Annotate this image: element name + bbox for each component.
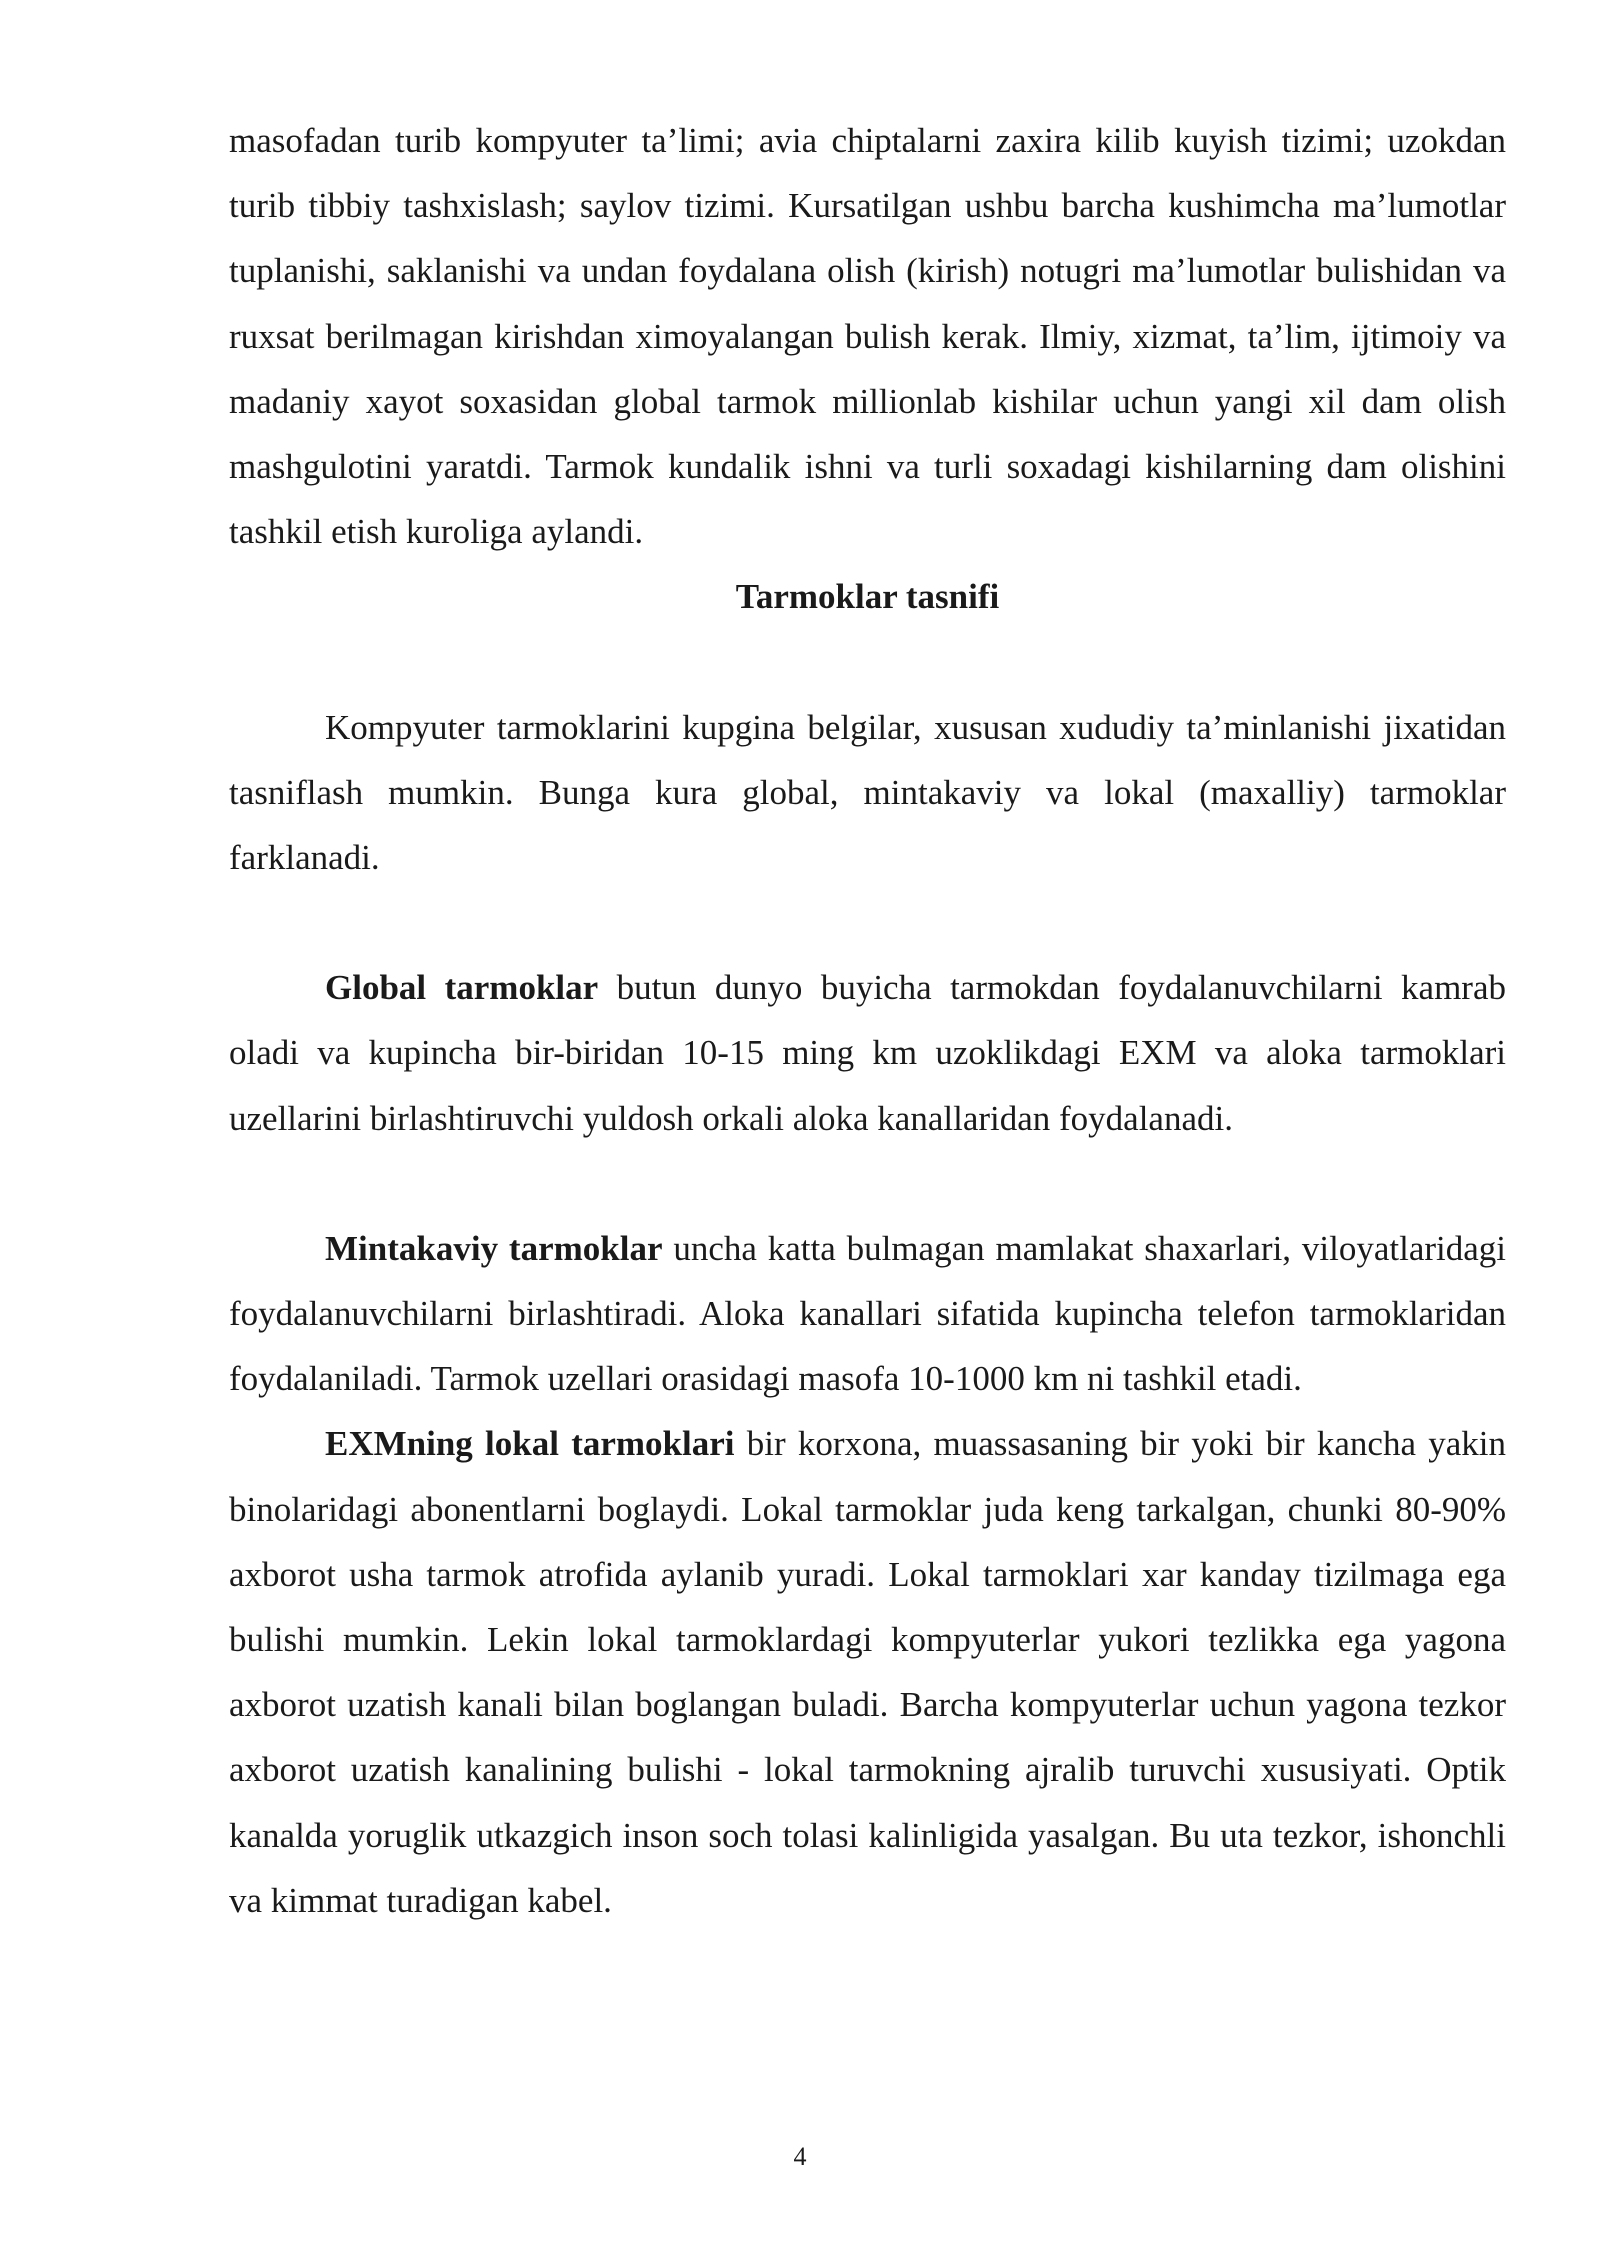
global-networks-term: Global tarmoklar <box>325 968 599 1008</box>
global-networks-text: butun dunyo buyicha tarmokdan foydalanuvchilarni kamrab oladi va kupincha bir-biridan 10-15 ming km uzoklikdagi EXM va aloka tarmoklari uzellarini birlashtiruvchi yuldosh orkali aloka kanallaridan foydalanadi. <box>229 968 1506 1138</box>
regional-networks-paragraph <box>229 1216 1506 1412</box>
classification-paragraph: Kompyuter tarmoklarini kupgina belgilar, xususan xududiy ta’minlanishi jixatidan tasniflash mumkin. Bunga kura global, mintakaviy va lokal (maxalliy) tarmoklar farklanadi. <box>229 707 1506 878</box>
local-networks-term: EXMning lokal tarmoklari <box>325 1424 735 1464</box>
regional-networks-text: uncha katta bulmagan mamlakat shaxarlari, viloyatlaridagi foydalanuvchilarni birlashtiradi. Aloka kanallari sifatida kupincha telefon tarmoklaridan foydalaniladi. Tarmok uzellari orasidagi masofa 10-1000 km ni tashkil etadi. <box>229 1228 1506 1399</box>
local-networks-text: bir korxona, muassasaning bir yoki bir kancha yakin binolaridagi abonentlarni boglaydi. Lokal tarmoklar juda keng tarkalgan, chunki 80-90% axborot usha tarmok atrofida aylanib yuradi. Lokal tarmoklari xar kanday tizilmaga ega bulishi mumkin. Lekin lokal tarmoklardagi kompyuterlar yukori tezlikka ega yagona axborot uzatish kanali bilan boglangan buladi. Barcha kompyuterlar uchun yagona tezkor axborot uzatish kanalining bulishi - lokal tarmokning ajralib turuvchi xususiyati. Optik kanalda yoruglik utkazgich inson soch tolasi kalinligida yasalgan. Bu uta tezkor, ishonchli va kimmat turadigan kabel. <box>229 1424 1506 1920</box>
page-number: 4 <box>793 2142 807 2171</box>
regional-networks-term: Mintakaviy tarmoklar <box>325 1228 663 1268</box>
document-body <box>229 108 1506 1933</box>
section-heading: Tarmoklar tasnifi <box>735 577 1000 617</box>
intro-paragraph: masofadan turib kompyuter ta’limi; avia chiptalarni zaxira kilib kuyish tizimi; uzokdan turib tibbiy tashxislash; saylov tizimi. Kursatilgan ushbu barcha kushimcha ma’lumotlar tuplanishi, saklanishi va undan foydalana olish (kirish) notugri ma’lumotlar bulishidan va ruxsat berilmagan kirishdan ximoyalangan bulish kerak. Ilmiy, xizmat, ta’lim, ijtimoiy va madaniy xayot soxasidan global tarmok millionlab kishilar uchun yangi xil dam olish mashgulotini yaratdi. Tarmok kundalik ishni va turli soxadagi kishilarning dam olishini tashkil etish kuroliga aylandi. <box>229 121 1506 552</box>
local-networks-paragraph <box>229 1411 1506 1933</box>
global-networks-paragraph <box>229 955 1506 1151</box>
